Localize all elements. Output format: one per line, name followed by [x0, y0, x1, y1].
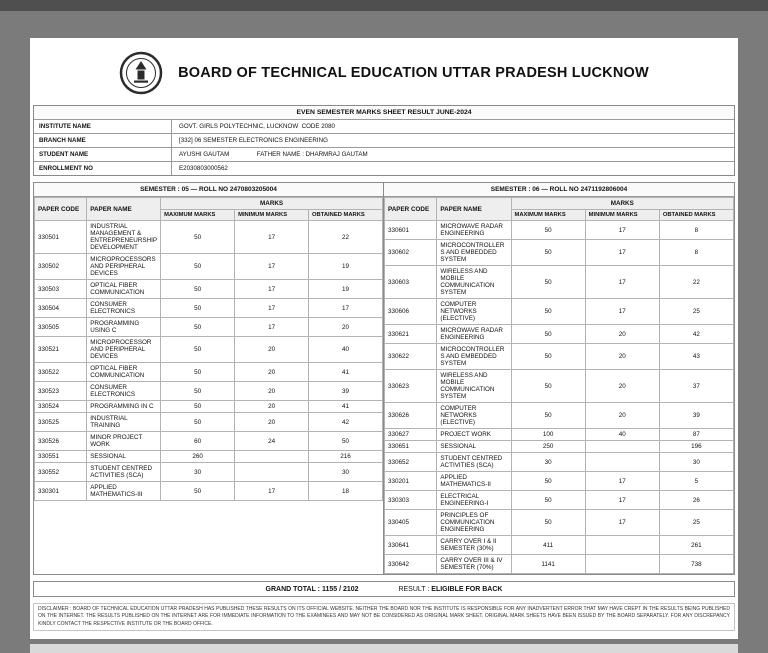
paper-code-header: PAPER CODE [385, 198, 437, 221]
table-row [35, 432, 383, 451]
min-marks-cell [235, 451, 309, 463]
board-emblem-icon [119, 51, 163, 95]
paper-name-cell: STUDENT CENTRED ACTIVITIES (SCA) [437, 453, 511, 472]
max-marks-cell: 50 [161, 299, 235, 318]
paper-code-cell: 330621 [385, 325, 437, 344]
semester-tables [33, 182, 735, 575]
table-row [385, 441, 734, 453]
max-marks-cell: 50 [161, 382, 235, 401]
table-row [385, 221, 734, 240]
page-title: BOARD OF TECHNICAL EDUCATION UTTAR PRADESH LUCKNOW [178, 65, 649, 81]
paper-code-cell: 330501 [35, 221, 87, 254]
result-value: ELIGIBLE FOR BACK [431, 585, 503, 593]
obtained-marks-cell: 196 [659, 441, 733, 453]
paper-name-cell: PROGRAMMING USING C [87, 318, 161, 337]
max-marks-cell: 50 [511, 370, 585, 403]
grand-total-row [33, 581, 735, 597]
paper-code-cell: 330602 [385, 240, 437, 266]
max-marks-cell: 50 [161, 221, 235, 254]
table-row [35, 451, 383, 463]
table-row [385, 370, 734, 403]
table-row [35, 318, 383, 337]
min-marks-cell: 17 [585, 472, 659, 491]
min-marks-cell: 20 [235, 382, 309, 401]
table-row [385, 453, 734, 472]
min-marks-cell [585, 453, 659, 472]
info-row-branch [34, 134, 734, 148]
paper-name-cell: MICROPROCESSOR AND PERIPHERAL DEVICES [87, 337, 161, 363]
paper-name-cell: ELECTRICAL ENGINEERING-I [437, 491, 511, 510]
obtained-marks-cell: 18 [309, 482, 383, 501]
min-marks-cell: 20 [235, 337, 309, 363]
paper-code-cell: 330642 [385, 555, 437, 574]
paper-code-cell: 330505 [35, 318, 87, 337]
paper-name-cell: SESSIONAL [87, 451, 161, 463]
max-marks-cell: 50 [161, 363, 235, 382]
paper-code-cell: 330201 [385, 472, 437, 491]
paper-name-cell: MINOR PROJECT WORK [87, 432, 161, 451]
table-row [385, 491, 734, 510]
paper-code-cell: 330606 [385, 299, 437, 325]
max-marks-cell: 50 [511, 491, 585, 510]
max-marks-cell: 50 [161, 280, 235, 299]
paper-code-cell: 330301 [35, 482, 87, 501]
semester-05-header: SEMESTER : 05 — ROLL NO 2470803205004 [34, 183, 383, 197]
paper-code-cell: 330627 [385, 429, 437, 441]
minimum-marks-header: MINIMUM MARKS [235, 210, 309, 221]
paper-code-cell: 330626 [385, 403, 437, 429]
semester-05-section [34, 183, 384, 574]
paper-name-cell: APPLIED MATHEMATICS-III [87, 482, 161, 501]
max-marks-cell: 260 [161, 451, 235, 463]
result-label: RESULT : [398, 585, 430, 593]
max-marks-cell: 50 [161, 401, 235, 413]
obtained-marks-header: OBTAINED MARKS [309, 210, 383, 221]
paper-code-cell: 330523 [35, 382, 87, 401]
obtained-marks-cell: 30 [659, 453, 733, 472]
max-marks-cell: 50 [511, 472, 585, 491]
obtained-marks-cell: 26 [659, 491, 733, 510]
semester-06-marks-table [384, 197, 734, 574]
paper-code-cell: 330526 [35, 432, 87, 451]
paper-name-cell: MICROCONTROLLERS AND EMBEDDED SYSTEM [437, 344, 511, 370]
obtained-marks-cell: 20 [309, 318, 383, 337]
obtained-marks-cell: 30 [309, 463, 383, 482]
semester-06-section [384, 183, 734, 574]
paper-name-cell: MICROWAVE RADAR ENGINEERING [437, 221, 511, 240]
max-marks-cell: 50 [511, 221, 585, 240]
table-row [385, 555, 734, 574]
max-marks-cell: 50 [161, 318, 235, 337]
obtained-marks-cell: 41 [309, 363, 383, 382]
obtained-marks-cell: 22 [309, 221, 383, 254]
min-marks-cell: 17 [585, 266, 659, 299]
paper-code-cell: 330522 [35, 363, 87, 382]
student-name-value: AYUSHI GAUTAM FATHER NAME : DHARMRAJ GAUTAM [179, 151, 368, 158]
table-row [35, 337, 383, 363]
min-marks-cell: 20 [585, 344, 659, 370]
min-marks-cell: 17 [585, 491, 659, 510]
max-marks-cell: 411 [511, 536, 585, 555]
document-header [33, 44, 735, 105]
min-marks-cell: 17 [235, 221, 309, 254]
paper-name-cell: PROGRAMMING IN C [87, 401, 161, 413]
paper-code-cell: 330623 [385, 370, 437, 403]
paper-name-cell: CARRY OVER III & IV SEMESTER (70%) [437, 555, 511, 574]
table-row [385, 472, 734, 491]
branch-name-value: [332] 06 SEMESTER ELECTRONICS ENGINEERING [179, 137, 328, 144]
paper-name-cell: SESSIONAL [437, 441, 511, 453]
document-page [30, 38, 738, 639]
obtained-marks-cell: 42 [659, 325, 733, 344]
maximum-marks-header: MAXIMUM MARKS [161, 210, 235, 221]
obtained-marks-cell: 25 [659, 299, 733, 325]
max-marks-cell: 50 [511, 344, 585, 370]
min-marks-cell [585, 441, 659, 453]
obtained-marks-cell: 738 [659, 555, 733, 574]
table-row [385, 325, 734, 344]
obtained-marks-cell: 41 [309, 401, 383, 413]
branch-name-label: BRANCH NAME [34, 134, 172, 147]
marks-group-header: MARKS [511, 198, 733, 210]
paper-name-cell: APPLIED MATHEMATICS-II [437, 472, 511, 491]
min-marks-cell: 20 [585, 370, 659, 403]
table-row [385, 266, 734, 299]
min-marks-cell [235, 463, 309, 482]
table-row [385, 429, 734, 441]
semester-06-header: SEMESTER : 06 — ROLL NO 2471192806004 [384, 183, 734, 197]
paper-code-cell: 330622 [385, 344, 437, 370]
disclaimer-text: DISCLAIMER : BOARD OF TECHNICAL EDUCATION UTTAR PRADESH HAS PUBLISHED THESE RESULTS ON ITS OFFICIAL WEBSITE. NEITHER THE BOARD NOR THE INSTITUTE IS RESPONSIBLE FOR ANY INADVERTENT ERROR THAT MAY HAVE CREPT IN THE RESULTS BEING PUBLISHED ON THE INTERNET. THE RESULTS PUBLISHED ON THE INTERNET ARE FOR IMMEDIATE INFORMATION TO THE EXAMINEES AND MAY NOT BE CONSIDERED AS ORIGINAL MARK SHEET. ORIGINAL MARK SHEETS HAVE BEEN ISSUED BY THE BOARD SEPARATELY. FOR ANY DISCREPANCY KINDLY CONTACT THE RESPECTIVE INSTITUTE OR THE BOARD OFFICE. [33, 603, 735, 631]
obtained-marks-cell: 261 [659, 536, 733, 555]
table-row [35, 382, 383, 401]
paper-code-cell: 330603 [385, 266, 437, 299]
min-marks-cell: 20 [235, 413, 309, 432]
info-row-enrollment [34, 162, 734, 175]
paper-name-header: PAPER NAME [437, 198, 511, 221]
paper-name-header: PAPER NAME [87, 198, 161, 221]
min-marks-cell: 17 [585, 510, 659, 536]
min-marks-cell: 20 [585, 325, 659, 344]
enrollment-no-label: ENROLLMENT NO [34, 162, 172, 175]
max-marks-cell: 50 [511, 325, 585, 344]
min-marks-cell: 24 [235, 432, 309, 451]
paper-name-cell: MICROWAVE RADAR ENGINEERING [437, 325, 511, 344]
min-marks-cell: 20 [235, 401, 309, 413]
paper-code-cell: 330521 [35, 337, 87, 363]
obtained-marks-cell: 43 [659, 344, 733, 370]
paper-name-cell: COMPUTER NETWORKS (ELECTIVE) [437, 299, 511, 325]
paper-code-cell: 330405 [385, 510, 437, 536]
obtained-marks-cell: 50 [309, 432, 383, 451]
paper-code-cell: 330524 [35, 401, 87, 413]
marks-group-header: MARKS [161, 198, 383, 210]
paper-name-cell: OPTICAL FIBER COMMUNICATION [87, 280, 161, 299]
paper-code-cell: 330641 [385, 536, 437, 555]
obtained-marks-cell: 8 [659, 221, 733, 240]
table-row [35, 221, 383, 254]
obtained-marks-cell: 22 [659, 266, 733, 299]
min-marks-cell: 40 [585, 429, 659, 441]
obtained-marks-cell: 25 [659, 510, 733, 536]
max-marks-cell: 60 [161, 432, 235, 451]
max-marks-cell: 50 [511, 266, 585, 299]
grand-total-value: 1155 / 2102 [321, 585, 359, 593]
obtained-marks-cell: 39 [309, 382, 383, 401]
viewer-top-bar [0, 0, 768, 11]
paper-name-cell: CONSUMER ELECTRONICS [87, 382, 161, 401]
min-marks-cell: 17 [235, 254, 309, 280]
result-banner: EVEN SEMESTER MARKS SHEET RESULT JUNE-2024 [34, 106, 734, 120]
paper-code-cell: 330652 [385, 453, 437, 472]
min-marks-cell: 17 [585, 221, 659, 240]
obtained-marks-cell: 19 [309, 254, 383, 280]
table-row [35, 299, 383, 318]
paper-name-cell: CONSUMER ELECTRONICS [87, 299, 161, 318]
table-row [35, 254, 383, 280]
max-marks-cell: 30 [511, 453, 585, 472]
paper-code-header: PAPER CODE [35, 198, 87, 221]
min-marks-cell: 20 [585, 403, 659, 429]
obtained-marks-cell: 39 [659, 403, 733, 429]
paper-code-cell: 330503 [35, 280, 87, 299]
paper-code-cell: 330525 [35, 413, 87, 432]
min-marks-cell: 17 [235, 299, 309, 318]
result-info-block [33, 105, 735, 176]
obtained-marks-cell: 40 [309, 337, 383, 363]
paper-code-cell: 330651 [385, 441, 437, 453]
table-row [35, 401, 383, 413]
paper-name-cell: PRINCIPLES OF COMMUNICATION ENGINEERING [437, 510, 511, 536]
enrollment-no-value: E2030803000562 [179, 165, 228, 172]
paper-name-cell: COMPUTER NETWORKS (ELECTIVE) [437, 403, 511, 429]
paper-name-cell: WIRELESS AND MOBILE COMMUNICATION SYSTEM [437, 266, 511, 299]
min-marks-cell: 17 [585, 299, 659, 325]
info-row-student [34, 148, 734, 162]
table-row [35, 280, 383, 299]
institute-name-value: GOVT. GIRLS POLYTECHNIC, LUCKNOW CODE 2080 [179, 123, 335, 130]
paper-code-cell: 330504 [35, 299, 87, 318]
paper-code-cell: 330303 [385, 491, 437, 510]
paper-name-cell: OPTICAL FIBER COMMUNICATION [87, 363, 161, 382]
grand-total-label: GRAND TOTAL : [265, 585, 320, 593]
table-row [35, 413, 383, 432]
obtained-marks-cell: 87 [659, 429, 733, 441]
paper-name-cell: INDUSTRIAL TRAINING [87, 413, 161, 432]
table-row [35, 463, 383, 482]
min-marks-cell [585, 555, 659, 574]
max-marks-cell: 50 [511, 403, 585, 429]
paper-name-cell: CARRY OVER I & II SEMESTER (30%) [437, 536, 511, 555]
min-marks-cell: 17 [585, 240, 659, 266]
table-row [385, 536, 734, 555]
min-marks-cell: 17 [235, 280, 309, 299]
paper-name-cell: MICROPROCESSORS AND PERIPHERAL DEVICES [87, 254, 161, 280]
table-row [35, 363, 383, 382]
max-marks-cell: 50 [511, 299, 585, 325]
max-marks-cell: 50 [511, 240, 585, 266]
paper-name-cell: PROJECT WORK [437, 429, 511, 441]
paper-code-cell: 330502 [35, 254, 87, 280]
paper-code-cell: 330552 [35, 463, 87, 482]
max-marks-cell: 1141 [511, 555, 585, 574]
min-marks-cell [585, 536, 659, 555]
paper-code-cell: 330551 [35, 451, 87, 463]
student-name-label: STUDENT NAME [34, 148, 172, 161]
obtained-marks-cell: 8 [659, 240, 733, 266]
table-row [35, 482, 383, 501]
max-marks-cell: 50 [161, 254, 235, 280]
table-row [385, 510, 734, 536]
table-row [385, 403, 734, 429]
maximum-marks-header: MAXIMUM MARKS [511, 210, 585, 221]
max-marks-cell: 100 [511, 429, 585, 441]
max-marks-cell: 50 [161, 482, 235, 501]
paper-name-cell: STUDENT CENTRED ACTIVITIES (SCA) [87, 463, 161, 482]
paper-name-cell: MICROCONTROLLERS AND EMBEDDED SYSTEM [437, 240, 511, 266]
obtained-marks-cell: 17 [309, 299, 383, 318]
max-marks-cell: 50 [161, 413, 235, 432]
paper-name-cell: INDUSTRIAL MANAGEMENT & ENTREPRENEURSHIP DEVELOPMENT [87, 221, 161, 254]
table-row [385, 344, 734, 370]
institute-name-label: INSTITUTE NAME [34, 120, 172, 133]
max-marks-cell: 50 [161, 337, 235, 363]
paper-code-cell: 330601 [385, 221, 437, 240]
obtained-marks-header: OBTAINED MARKS [659, 210, 733, 221]
obtained-marks-cell: 37 [659, 370, 733, 403]
info-row-institute [34, 120, 734, 134]
max-marks-cell: 30 [161, 463, 235, 482]
max-marks-cell: 250 [511, 441, 585, 453]
max-marks-cell: 50 [511, 510, 585, 536]
obtained-marks-cell: 42 [309, 413, 383, 432]
paper-name-cell: WIRELESS AND MOBILE COMMUNICATION SYSTEM [437, 370, 511, 403]
min-marks-cell: 17 [235, 318, 309, 337]
obtained-marks-cell: 5 [659, 472, 733, 491]
table-row [385, 240, 734, 266]
table-row [385, 299, 734, 325]
min-marks-cell: 17 [235, 482, 309, 501]
next-page-edge [30, 644, 738, 653]
minimum-marks-header: MINIMUM MARKS [585, 210, 659, 221]
obtained-marks-cell: 19 [309, 280, 383, 299]
semester-05-marks-table [34, 197, 383, 501]
obtained-marks-cell: 216 [309, 451, 383, 463]
min-marks-cell: 20 [235, 363, 309, 382]
